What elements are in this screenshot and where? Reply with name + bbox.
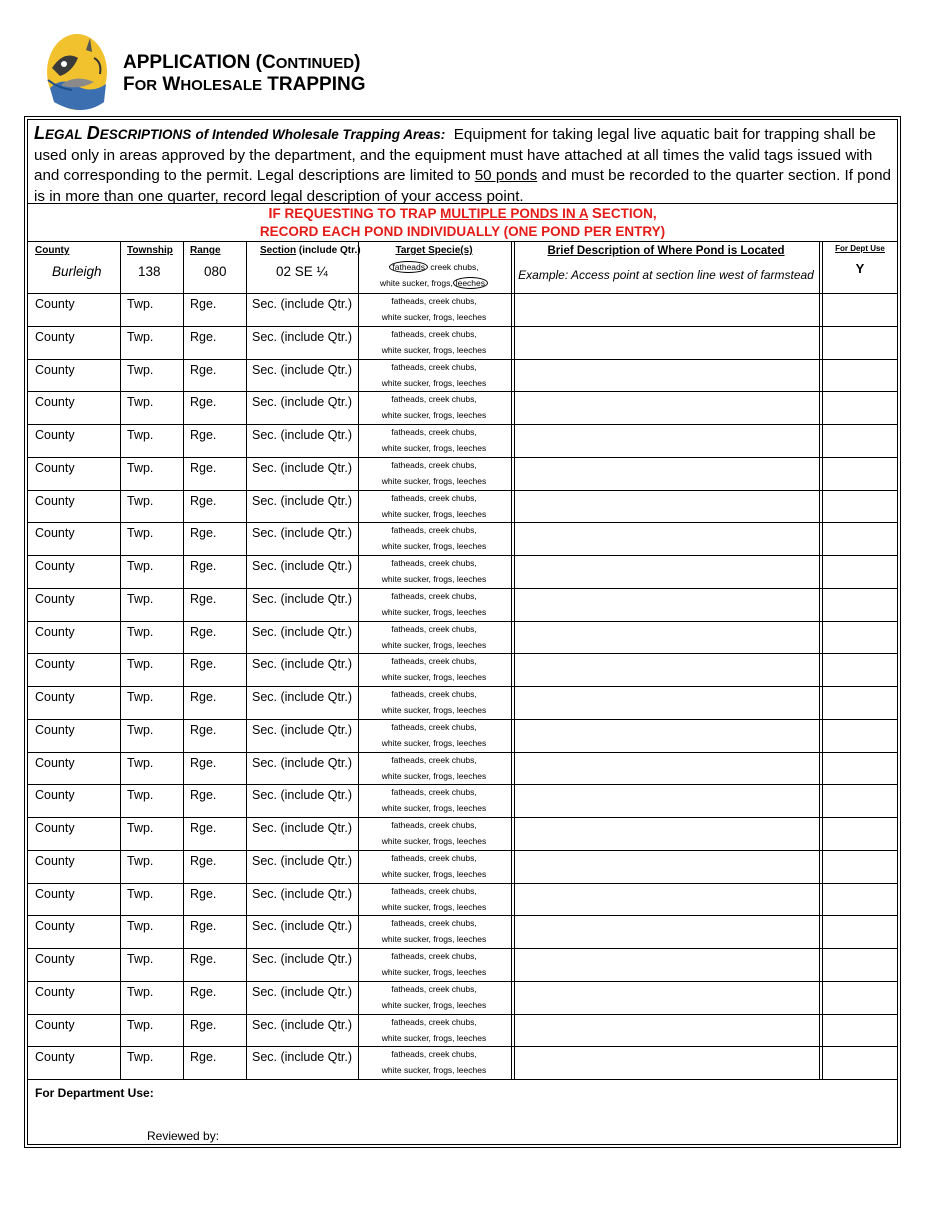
- range-field[interactable]: Rge.: [190, 755, 217, 770]
- pond-description-field[interactable]: [514, 589, 819, 620]
- range-field[interactable]: Rge.: [190, 460, 217, 475]
- county-field[interactable]: County: [35, 952, 75, 966]
- range-field[interactable]: Rge.: [190, 1050, 217, 1065]
- township-field[interactable]: Twp.: [127, 755, 154, 770]
- county-field[interactable]: County: [35, 919, 75, 934]
- pond-description-field[interactable]: [514, 327, 819, 358]
- township-field[interactable]: Twp.: [127, 1017, 154, 1032]
- county-field[interactable]: County: [35, 624, 75, 639]
- target-species-options[interactable]: fatheads, creek chubs, white sucker, frogs, leeches: [381, 656, 487, 683]
- pond-description-field[interactable]: [514, 294, 819, 325]
- col-description-header: Brief Description of Where Pond is Located: [547, 245, 785, 257]
- range-field[interactable]: Rge.: [190, 329, 217, 344]
- range-field[interactable]: Rge.: [190, 788, 217, 803]
- target-species-options[interactable]: fatheads, creek chubs, white sucker, frogs, leeches: [381, 885, 487, 912]
- section-field[interactable]: Sec. (include Qtr.): [252, 821, 353, 835]
- example-township: 138: [138, 264, 161, 279]
- agency-logo: [42, 28, 112, 112]
- county-field[interactable]: County: [35, 853, 75, 868]
- pond-description-field[interactable]: [514, 1047, 819, 1078]
- section-field[interactable]: Sec. (include Qtr.): [252, 690, 353, 704]
- township-field[interactable]: Twp.: [127, 853, 154, 868]
- section-field[interactable]: Sec. (include Qtr.): [252, 591, 353, 606]
- target-species-options[interactable]: fatheads, creek chubs, white sucker, frogs, leeches: [381, 459, 487, 486]
- township-field[interactable]: Twp.: [127, 886, 154, 901]
- range-field[interactable]: Rge.: [190, 395, 217, 410]
- township-field[interactable]: Twp.: [127, 624, 154, 639]
- section-field[interactable]: Sec. (include Qtr.): [252, 755, 353, 770]
- target-species-options[interactable]: fatheads, creek chubs, white sucker, frogs, leeches: [381, 1049, 487, 1076]
- range-field[interactable]: Rge.: [190, 886, 217, 901]
- county-field[interactable]: County: [35, 526, 75, 541]
- col-township-header: Township: [127, 245, 173, 256]
- section-field[interactable]: Sec. (include Qtr.): [252, 886, 353, 901]
- target-species-options[interactable]: fatheads, creek chubs, white sucker, frogs, leeches: [381, 394, 487, 421]
- pond-description-field[interactable]: [514, 818, 819, 849]
- pond-description-field[interactable]: [514, 753, 819, 784]
- range-field[interactable]: Rge.: [190, 428, 217, 442]
- circled-species: leeches: [453, 277, 488, 289]
- county-field[interactable]: County: [35, 428, 75, 442]
- section-field[interactable]: Sec. (include Qtr.): [252, 722, 353, 737]
- example-dept-use: Y: [855, 261, 865, 276]
- range-field[interactable]: Rge.: [190, 722, 217, 737]
- pond-description-field[interactable]: [514, 491, 819, 522]
- pond-description-field[interactable]: [514, 916, 819, 947]
- township-field[interactable]: Twp.: [127, 722, 154, 737]
- col-section-header: Section (include Qtr.): [260, 245, 361, 256]
- county-field[interactable]: County: [35, 559, 75, 573]
- township-field[interactable]: Twp.: [127, 690, 154, 704]
- county-field[interactable]: County: [35, 329, 75, 344]
- example-description: Example: Access point at section line west of farmstead: [518, 268, 814, 282]
- target-species-options[interactable]: fatheads, creek chubs, white sucker, frogs, leeches: [381, 787, 487, 814]
- col-species-header: Target Specie(s): [395, 245, 473, 256]
- section-field[interactable]: Sec. (include Qtr.): [252, 329, 353, 344]
- township-field[interactable]: Twp.: [127, 395, 154, 410]
- county-field[interactable]: County: [35, 460, 75, 475]
- county-field[interactable]: County: [35, 722, 75, 737]
- county-field[interactable]: County: [35, 362, 75, 377]
- target-species-options[interactable]: fatheads, creek chubs, white sucker, frogs, leeches: [381, 721, 487, 748]
- range-field[interactable]: Rge.: [190, 952, 217, 966]
- example-county: Burleigh: [52, 264, 102, 279]
- section-field[interactable]: Sec. (include Qtr.): [252, 362, 353, 377]
- township-field[interactable]: Twp.: [127, 297, 154, 311]
- county-field[interactable]: County: [35, 821, 75, 835]
- range-field[interactable]: Rge.: [190, 362, 217, 377]
- section-field[interactable]: Sec. (include Qtr.): [252, 624, 353, 639]
- pond-description-field[interactable]: [514, 1015, 819, 1046]
- reviewed-by-label: Reviewed by:: [147, 1129, 220, 1143]
- township-field[interactable]: Twp.: [127, 559, 154, 573]
- county-field[interactable]: County: [35, 657, 75, 672]
- pond-description-field[interactable]: [514, 523, 819, 554]
- section-field[interactable]: Sec. (include Qtr.): [252, 853, 353, 868]
- section-field[interactable]: Sec. (include Qtr.): [252, 952, 353, 966]
- department-use-label: For Department Use:: [35, 1086, 154, 1100]
- township-field[interactable]: Twp.: [127, 591, 154, 606]
- target-species-options[interactable]: fatheads, creek chubs, white sucker, frogs, leeches: [381, 558, 487, 584]
- pond-description-field[interactable]: [514, 425, 819, 456]
- target-species-options[interactable]: fatheads, creek chubs, white sucker, frogs, leeches: [381, 427, 487, 453]
- target-species-options[interactable]: fatheads, creek chubs, white sucker, frogs, leeches: [381, 492, 487, 519]
- range-field[interactable]: Rge.: [190, 984, 217, 999]
- county-field[interactable]: County: [35, 591, 75, 606]
- pond-description-field[interactable]: [514, 687, 819, 718]
- example-section: 02 SE ¼: [276, 264, 328, 279]
- legal-descriptions-instructions: LEGAL DESCRIPTIONS of Intended Wholesale Trapping Areas: Equipment for taking legal live aquatic bait for trapping shall be used only in areas approved by the department, and the equipment must have attached at all times the valid tags issued with and corresponding to the permit. Legal descriptions are limited to 50 ponds and must be recorded to the quarter section. If pond is in more than one quarter, record legal description of your access point.: [34, 123, 891, 205]
- section-field[interactable]: Sec. (include Qtr.): [252, 526, 353, 541]
- page-title: APPLICATION (CONTINUED) FOR WHOLESALE TRAPPING: [123, 52, 366, 95]
- example-species: fatheads creek chubs, white sucker, frogs, leeches: [358, 259, 510, 291]
- township-field[interactable]: Twp.: [127, 984, 154, 999]
- target-species-options[interactable]: fatheads, creek chubs, white sucker, frogs, leeches: [381, 328, 487, 355]
- target-species-options[interactable]: fatheads, creek chubs, white sucker, frogs, leeches: [381, 623, 487, 650]
- pond-description-field[interactable]: [514, 851, 819, 882]
- range-field[interactable]: Rge.: [190, 591, 217, 606]
- section-field[interactable]: Sec. (include Qtr.): [252, 460, 353, 475]
- range-field[interactable]: Rge.: [190, 624, 217, 639]
- target-species-options[interactable]: fatheads, creek chubs, white sucker, frogs, leeches: [381, 1016, 487, 1043]
- example-range: 080: [204, 264, 227, 279]
- county-field[interactable]: County: [35, 984, 75, 999]
- section-field[interactable]: Sec. (include Qtr.): [252, 297, 353, 311]
- target-species-options[interactable]: fatheads, creek chubs, white sucker, frogs, leeches: [381, 820, 487, 846]
- county-field[interactable]: County: [35, 690, 75, 704]
- county-field[interactable]: County: [35, 1050, 75, 1065]
- section-field[interactable]: Sec. (include Qtr.): [252, 984, 353, 999]
- county-field[interactable]: County: [35, 1017, 75, 1032]
- application-form: [24, 116, 901, 1148]
- pond-description-field[interactable]: [514, 982, 819, 1013]
- range-field[interactable]: Rge.: [190, 1017, 217, 1032]
- pond-description-field[interactable]: [514, 458, 819, 489]
- target-species-options[interactable]: fatheads, creek chubs, white sucker, frogs, leeches: [381, 852, 487, 879]
- section-field[interactable]: Sec. (include Qtr.): [252, 1017, 353, 1032]
- township-field[interactable]: Twp.: [127, 526, 154, 541]
- section-field[interactable]: Sec. (include Qtr.): [252, 559, 353, 573]
- township-field[interactable]: Twp.: [127, 821, 154, 835]
- county-field[interactable]: County: [35, 493, 75, 508]
- range-field[interactable]: Rge.: [190, 821, 217, 835]
- township-field[interactable]: Twp.: [127, 1050, 154, 1065]
- section-field[interactable]: Sec. (include Qtr.): [252, 395, 353, 410]
- pond-description-field[interactable]: [514, 720, 819, 751]
- target-species-options[interactable]: fatheads, creek chubs, white sucker, frogs, leeches: [381, 296, 487, 322]
- pond-description-field[interactable]: [514, 949, 819, 980]
- range-field[interactable]: Rge.: [190, 297, 217, 311]
- section-field[interactable]: Sec. (include Qtr.): [252, 788, 353, 803]
- township-field[interactable]: Twp.: [127, 428, 154, 442]
- col-range-header: Range: [190, 245, 221, 256]
- target-species-options[interactable]: fatheads, creek chubs, white sucker, frogs, leeches: [381, 590, 487, 617]
- township-field[interactable]: Twp.: [127, 329, 154, 344]
- pond-description-field[interactable]: [514, 654, 819, 685]
- pond-description-field[interactable]: [514, 360, 819, 391]
- target-species-options[interactable]: fatheads, creek chubs, white sucker, frogs, leeches: [381, 951, 487, 977]
- section-field[interactable]: Sec. (include Qtr.): [252, 1050, 353, 1065]
- section-field[interactable]: Sec. (include Qtr.): [252, 919, 353, 934]
- col-county-header: County: [35, 245, 70, 256]
- pond-description-field[interactable]: [514, 622, 819, 653]
- pond-description-field[interactable]: [514, 556, 819, 587]
- section-field[interactable]: Sec. (include Qtr.): [252, 428, 353, 442]
- county-field[interactable]: County: [35, 297, 75, 311]
- target-species-options[interactable]: fatheads, creek chubs, white sucker, frogs, leeches: [381, 689, 487, 715]
- county-field[interactable]: County: [35, 755, 75, 770]
- circled-species: fatheads: [389, 261, 428, 273]
- legal-heading: LEGAL DESCRIPTIONS of Intended Wholesale Trapping Areas:: [34, 123, 446, 143]
- pond-description-field[interactable]: [514, 884, 819, 915]
- township-field[interactable]: Twp.: [127, 952, 154, 966]
- range-field[interactable]: Rge.: [190, 526, 217, 541]
- col-dept-use-header: For Dept Use: [835, 244, 885, 253]
- target-species-options[interactable]: fatheads, creek chubs, white sucker, frogs, leeches: [381, 525, 487, 552]
- range-field[interactable]: Rge.: [190, 690, 217, 704]
- township-field[interactable]: Twp.: [127, 460, 154, 475]
- county-field[interactable]: County: [35, 788, 75, 803]
- range-field[interactable]: Rge.: [190, 493, 217, 508]
- target-species-options[interactable]: fatheads, creek chubs, white sucker, frogs, leeches: [381, 918, 487, 945]
- target-species-options[interactable]: fatheads, creek chubs, white sucker, frogs, leeches: [381, 361, 487, 388]
- target-species-options[interactable]: fatheads, creek chubs, white sucker, frogs, leeches: [381, 983, 487, 1010]
- township-field[interactable]: Twp.: [127, 493, 154, 508]
- county-field[interactable]: County: [35, 395, 75, 410]
- county-field[interactable]: County: [35, 886, 75, 901]
- pond-description-field[interactable]: [514, 785, 819, 816]
- range-field[interactable]: Rge.: [190, 919, 217, 934]
- township-field[interactable]: Twp.: [127, 657, 154, 672]
- target-species-options[interactable]: fatheads, creek chubs, white sucker, frogs, leeches: [381, 754, 487, 781]
- pond-description-field[interactable]: [514, 392, 819, 423]
- range-field[interactable]: Rge.: [190, 657, 217, 672]
- section-field[interactable]: Sec. (include Qtr.): [252, 493, 353, 508]
- township-field[interactable]: Twp.: [127, 362, 154, 377]
- multiple-ponds-notice: IF REQUESTING TO TRAP MULTIPLE PONDS IN A SECTION, RECORD EACH POND INDIVIDUALLY (ONE POND PER ENTRY): [259, 205, 666, 239]
- township-field[interactable]: Twp.: [127, 919, 154, 934]
- range-field[interactable]: Rge.: [190, 559, 217, 573]
- township-field[interactable]: Twp.: [127, 788, 154, 803]
- section-field[interactable]: Sec. (include Qtr.): [252, 657, 353, 672]
- range-field[interactable]: Rge.: [190, 853, 217, 868]
